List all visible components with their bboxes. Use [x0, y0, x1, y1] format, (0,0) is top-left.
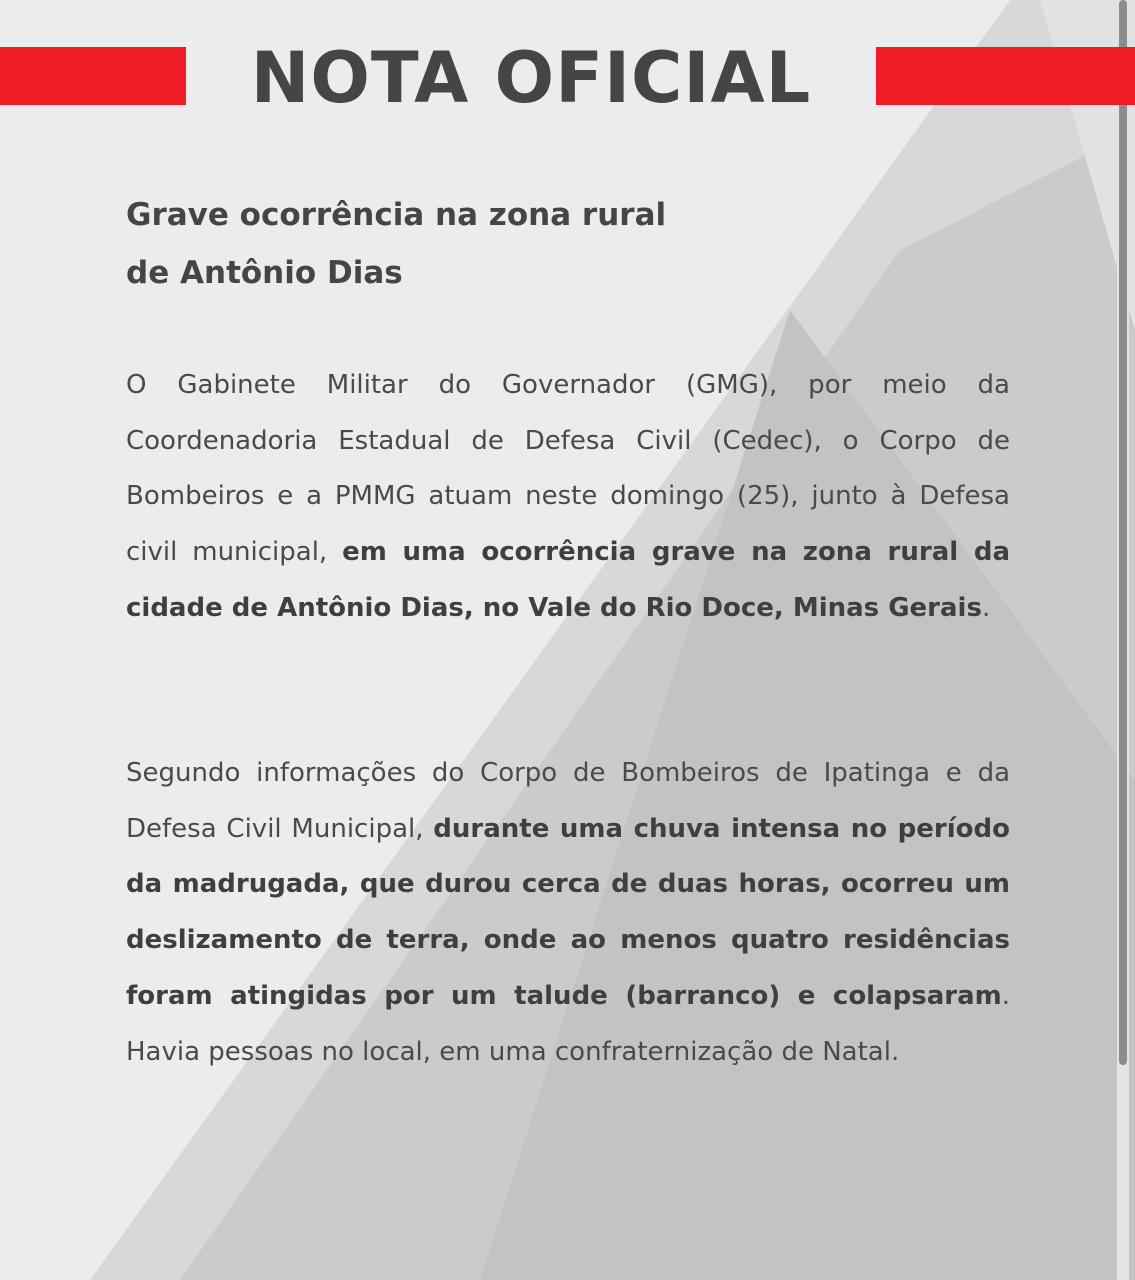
paragraph-1-normal-text: O Gabinete Militar do Governador (GMG), por meio da Coordenadoria Estadual de Defesa Civil (Cedec), o Corpo de Bombeiros e a PMMG atuam neste domingo (25), junto à Defesa civil municipal,: [126, 370, 1010, 568]
paragraph-2-normal-text: Segundo informações do Corpo de Bombeiros de Ipatinga e da Defesa Civil Municipal,: [126, 758, 1010, 844]
paragraph-1: [126, 358, 1010, 637]
subtitle-line-2: de Antônio Dias: [126, 255, 403, 291]
header-red-bar-left: [0, 47, 186, 105]
paragraph-1-end-text: .: [981, 592, 991, 623]
subtitle-line-1: Grave ocorrência na zona rural: [126, 197, 667, 233]
header-red-bar-right: [876, 47, 1135, 105]
paragraph-2-end-text: . Havia pessoas no local, em uma confraternização de Natal.: [126, 980, 1010, 1067]
paragraph-2: [126, 746, 1010, 1080]
scrollbar-thumb[interactable]: [1119, 0, 1127, 1065]
paragraph-1-bold-text: em uma ocorrência grave na zona rural da cidade de Antônio Dias, no Vale do Rio Doce, Minas Gerais: [126, 537, 1010, 623]
paragraph-2-bold-text: durante uma chuva intensa no período da madrugada, que durou cerca de duas horas, ocorreu um deslizamento de terra, onde ao menos quatro residências foram atingidas por um talude (barranco) e colapsaram: [126, 813, 1010, 1011]
page-title: NOTA OFICIAL: [250, 37, 812, 119]
subtitle-heading: [126, 186, 826, 302]
